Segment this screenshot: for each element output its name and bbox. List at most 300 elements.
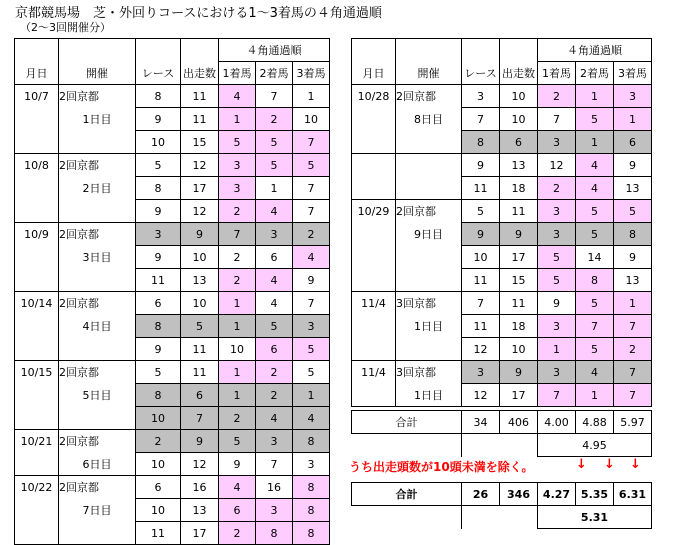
- meeting-cell: [59, 407, 136, 430]
- totals-all-races: 34: [462, 411, 500, 434]
- down-arrow-icon: ↓: [630, 457, 641, 472]
- race-cell: 3: [462, 85, 500, 108]
- runners-cell: 10: [181, 292, 219, 315]
- second-place-corner: 5: [576, 200, 614, 223]
- runners-cell: 12: [181, 154, 219, 177]
- day-cell: 8日目: [396, 108, 462, 131]
- runners-cell: 17: [181, 177, 219, 200]
- date-cell: [15, 108, 59, 131]
- first-place-corner: 2: [219, 407, 256, 430]
- third-place-corner: 7: [293, 200, 330, 223]
- third-place-corner: 4: [293, 407, 330, 430]
- race-cell: 10: [462, 246, 500, 269]
- third-place-corner: 3: [614, 85, 652, 108]
- date-cell: [352, 108, 396, 131]
- first-place-corner: 3: [219, 154, 256, 177]
- race-cell: 9: [462, 223, 500, 246]
- table-row: [15, 430, 330, 453]
- race-cell: 12: [462, 384, 500, 407]
- meeting-cell: [59, 522, 136, 545]
- runners-cell: 11: [500, 292, 538, 315]
- first-place-corner: 1: [538, 338, 576, 361]
- table-row: [15, 223, 330, 246]
- second-place-corner: 5: [256, 154, 293, 177]
- meeting-cell: 2回京都: [59, 223, 136, 246]
- table-row: [15, 292, 330, 315]
- second-place-corner: 8: [256, 522, 293, 545]
- header-blank: [136, 39, 181, 62]
- third-place-corner: 13: [614, 177, 652, 200]
- runners-cell: 12: [181, 453, 219, 476]
- runners-cell: 10: [500, 85, 538, 108]
- table-row: [15, 522, 330, 545]
- header-corner-order: ４角通過順: [219, 39, 330, 62]
- first-place-corner: 3: [538, 131, 576, 154]
- down-arrow-icon: ↓: [576, 457, 587, 472]
- totals-all-label: 合計: [352, 411, 462, 434]
- runners-cell: 10: [500, 108, 538, 131]
- second-place-corner: 8: [576, 269, 614, 292]
- runners-cell: 15: [500, 269, 538, 292]
- runners-cell: 9: [181, 430, 219, 453]
- second-place-corner: 5: [256, 315, 293, 338]
- header-third: 3着馬: [293, 62, 330, 85]
- race-cell: 9: [136, 338, 181, 361]
- runners-cell: 18: [500, 315, 538, 338]
- date-cell: 10/21: [15, 430, 59, 453]
- second-place-corner: 5: [576, 338, 614, 361]
- race-cell: 7: [462, 108, 500, 131]
- totals-excl-first: 4.27: [538, 483, 576, 506]
- second-place-corner: 6: [256, 338, 293, 361]
- date-cell: 10/14: [15, 292, 59, 315]
- day-cell: [396, 177, 462, 200]
- first-place-corner: 3: [219, 177, 256, 200]
- race-cell: 3: [462, 361, 500, 384]
- table-row: [352, 177, 652, 200]
- table-row: [352, 338, 652, 361]
- header-runners: 出走数: [500, 62, 538, 85]
- table-row: [15, 269, 330, 292]
- header-blank: [15, 39, 59, 62]
- second-place-corner: 4: [576, 154, 614, 177]
- table-row: [15, 154, 330, 177]
- day-cell: 3日目: [59, 246, 136, 269]
- race-cell: 11: [136, 269, 181, 292]
- meeting-cell: 2回京都: [396, 200, 462, 223]
- runners-cell: 11: [181, 85, 219, 108]
- first-place-corner: 2: [219, 269, 256, 292]
- second-place-corner: 4: [576, 361, 614, 384]
- date-cell: [15, 522, 59, 545]
- runners-cell: 12: [181, 200, 219, 223]
- first-place-corner: 5: [538, 269, 576, 292]
- header-blank: [396, 39, 462, 62]
- totals-all-first: 4.00: [538, 411, 576, 434]
- third-place-corner: 8: [293, 430, 330, 453]
- second-place-corner: 5: [256, 131, 293, 154]
- runners-cell: 9: [500, 223, 538, 246]
- race-cell: 11: [462, 269, 500, 292]
- race-cell: 11: [462, 177, 500, 200]
- header-runners: 出走数: [181, 62, 219, 85]
- date-cell: [352, 315, 396, 338]
- meeting-cell: [59, 131, 136, 154]
- table-row: [15, 108, 330, 131]
- first-place-corner: 3: [538, 223, 576, 246]
- third-place-corner: 8: [614, 223, 652, 246]
- first-place-corner: 2: [219, 246, 256, 269]
- runners-cell: 11: [181, 108, 219, 131]
- date-cell: [15, 200, 59, 223]
- second-place-corner: 2: [256, 108, 293, 131]
- race-cell: 8: [136, 85, 181, 108]
- day-cell: 1日目: [396, 384, 462, 407]
- header-blank: [352, 39, 396, 62]
- exclusion-note: うち出走頭数が10頭未満を除く。: [349, 460, 534, 474]
- table-row: [15, 246, 330, 269]
- date-cell: [15, 269, 59, 292]
- runners-cell: 10: [500, 338, 538, 361]
- table-row: [15, 338, 330, 361]
- meeting-cell: [59, 200, 136, 223]
- second-place-corner: 14: [576, 246, 614, 269]
- third-place-corner: 7: [293, 177, 330, 200]
- race-cell: 8: [136, 177, 181, 200]
- second-place-corner: 3: [256, 223, 293, 246]
- date-cell: [15, 384, 59, 407]
- race-cell: 11: [462, 315, 500, 338]
- runners-cell: 13: [181, 269, 219, 292]
- date-cell: [352, 246, 396, 269]
- first-place-corner: 3: [538, 200, 576, 223]
- race-cell: 10: [136, 131, 181, 154]
- runners-cell: 17: [500, 384, 538, 407]
- table-row: [15, 131, 330, 154]
- runners-cell: 17: [181, 522, 219, 545]
- first-place-corner: 2: [538, 177, 576, 200]
- second-place-corner: 3: [256, 430, 293, 453]
- meeting-cell: [396, 246, 462, 269]
- totals-all-second: 4.88: [576, 411, 614, 434]
- header-date: 月日: [15, 62, 59, 85]
- third-place-corner: 8: [293, 499, 330, 522]
- first-place-corner: 1: [219, 361, 256, 384]
- table-row: [352, 131, 652, 154]
- meeting-cell: 2回京都: [59, 361, 136, 384]
- third-place-corner: 6: [614, 131, 652, 154]
- date-cell: [15, 407, 59, 430]
- meeting-cell: 3回京都: [396, 361, 462, 384]
- first-place-corner: 1: [219, 292, 256, 315]
- third-place-corner: 1: [614, 292, 652, 315]
- race-cell: 12: [462, 338, 500, 361]
- meeting-cell: 2回京都: [59, 430, 136, 453]
- table-row: [15, 200, 330, 223]
- first-place-corner: 10: [219, 338, 256, 361]
- table-row: [352, 200, 652, 223]
- header-race: レース: [136, 62, 181, 85]
- date-cell: 10/28: [352, 85, 396, 108]
- table-row: [15, 407, 330, 430]
- header-second: 2着馬: [256, 62, 293, 85]
- date-cell: 10/9: [15, 223, 59, 246]
- totals-excl-races: 26: [462, 483, 500, 506]
- date-cell: 10/15: [15, 361, 59, 384]
- meeting-cell: [59, 269, 136, 292]
- table-row: [15, 453, 330, 476]
- first-place-corner: 3: [538, 361, 576, 384]
- runners-cell: 17: [500, 246, 538, 269]
- header-blank: [59, 39, 136, 62]
- runners-cell: 11: [500, 200, 538, 223]
- meeting-cell: [396, 338, 462, 361]
- third-place-corner: 5: [293, 338, 330, 361]
- runners-cell: 13: [500, 154, 538, 177]
- race-cell: 6: [136, 292, 181, 315]
- meeting-cell: 2回京都: [59, 476, 136, 499]
- first-place-corner: 4: [219, 476, 256, 499]
- runners-cell: 10: [181, 246, 219, 269]
- table-row: [15, 384, 330, 407]
- third-place-corner: 4: [293, 246, 330, 269]
- runners-cell: 9: [181, 223, 219, 246]
- third-place-corner: 10: [293, 108, 330, 131]
- race-cell: 7: [462, 292, 500, 315]
- first-place-corner: 7: [219, 223, 256, 246]
- header-blank: [181, 39, 219, 62]
- date-cell: [352, 131, 396, 154]
- third-place-corner: 7: [614, 315, 652, 338]
- table-row: [15, 177, 330, 200]
- third-place-corner: 8: [293, 522, 330, 545]
- third-place-corner: 1: [293, 384, 330, 407]
- day-cell: 1日目: [59, 108, 136, 131]
- race-cell: 9: [136, 200, 181, 223]
- second-place-corner: 7: [256, 85, 293, 108]
- runners-cell: 15: [181, 131, 219, 154]
- runners-cell: 11: [181, 361, 219, 384]
- third-place-corner: 7: [614, 361, 652, 384]
- table-row: [15, 361, 330, 384]
- second-place-corner: 4: [576, 177, 614, 200]
- second-place-corner: 4: [256, 292, 293, 315]
- header-third: 3着馬: [614, 62, 652, 85]
- race-cell: 3: [136, 223, 181, 246]
- second-place-corner: 1: [576, 384, 614, 407]
- third-place-corner: 8: [293, 476, 330, 499]
- date-cell: 10/8: [15, 154, 59, 177]
- totals-all-runners: 406: [500, 411, 538, 434]
- totals-excl-second: 5.35: [576, 483, 614, 506]
- runners-cell: 9: [500, 361, 538, 384]
- third-place-corner: 13: [614, 269, 652, 292]
- third-place-corner: 7: [293, 131, 330, 154]
- race-cell: 2: [136, 430, 181, 453]
- header-first: 1着馬: [538, 62, 576, 85]
- second-place-corner: 16: [256, 476, 293, 499]
- table-row: [352, 246, 652, 269]
- first-place-corner: 4: [219, 85, 256, 108]
- meeting-cell: [396, 154, 462, 177]
- day-cell: 4日目: [59, 315, 136, 338]
- day-cell: 9日目: [396, 223, 462, 246]
- header-blank: [500, 39, 538, 62]
- second-place-corner: 5: [576, 108, 614, 131]
- second-place-corner: 7: [256, 453, 293, 476]
- runners-cell: 13: [181, 499, 219, 522]
- table-row: [352, 85, 652, 108]
- second-place-corner: 4: [256, 269, 293, 292]
- date-cell: [352, 223, 396, 246]
- runners-cell: 6: [181, 384, 219, 407]
- third-place-corner: 9: [614, 154, 652, 177]
- race-cell: 10: [136, 499, 181, 522]
- second-place-corner: 6: [256, 246, 293, 269]
- date-cell: 10/7: [15, 85, 59, 108]
- page-title: 京都競馬場 芝・外回りコースにおける1～3着馬の４角通過順: [15, 6, 382, 21]
- table-row: [352, 315, 652, 338]
- date-cell: [352, 154, 396, 177]
- third-place-corner: 7: [614, 384, 652, 407]
- table-row: [15, 85, 330, 108]
- table-row: [352, 384, 652, 407]
- date-cell: [352, 384, 396, 407]
- date-cell: 11/4: [352, 292, 396, 315]
- header-date: 月日: [352, 62, 396, 85]
- runners-cell: 7: [181, 407, 219, 430]
- third-place-corner: 9: [293, 269, 330, 292]
- date-cell: [15, 499, 59, 522]
- totals-excl-label: 合計: [352, 483, 462, 506]
- table-row: [352, 154, 652, 177]
- second-place-corner: 4: [256, 200, 293, 223]
- date-cell: [15, 131, 59, 154]
- third-place-corner: 3: [293, 453, 330, 476]
- date-cell: 11/4: [352, 361, 396, 384]
- race-cell: 5: [136, 361, 181, 384]
- day-cell: 6日目: [59, 453, 136, 476]
- right-results-table: [351, 38, 652, 407]
- date-cell: [15, 338, 59, 361]
- runners-cell: 18: [500, 177, 538, 200]
- second-place-corner: 3: [256, 499, 293, 522]
- third-place-corner: 5: [293, 361, 330, 384]
- table-row: [352, 361, 652, 384]
- date-cell: 10/22: [15, 476, 59, 499]
- second-place-corner: 5: [576, 223, 614, 246]
- down-arrow-icon: ↓: [604, 457, 615, 472]
- date-cell: [352, 269, 396, 292]
- meeting-cell: 3回京都: [396, 292, 462, 315]
- second-place-corner: 1: [256, 177, 293, 200]
- date-cell: [15, 177, 59, 200]
- third-place-corner: 1: [614, 108, 652, 131]
- date-cell: [15, 315, 59, 338]
- race-cell: 8: [136, 384, 181, 407]
- first-place-corner: 5: [219, 131, 256, 154]
- first-place-corner: 9: [219, 453, 256, 476]
- header-second: 2着馬: [576, 62, 614, 85]
- header-meeting: 開催: [59, 62, 136, 85]
- third-place-corner: 9: [614, 246, 652, 269]
- day-cell: 1日目: [396, 315, 462, 338]
- runners-cell: 5: [181, 315, 219, 338]
- first-place-corner: 6: [219, 499, 256, 522]
- date-cell: [15, 246, 59, 269]
- first-place-corner: 7: [538, 384, 576, 407]
- day-cell: 2日目: [59, 177, 136, 200]
- day-cell: 7日目: [59, 499, 136, 522]
- header-blank: [462, 39, 500, 62]
- totals-all-table: [351, 410, 652, 457]
- table-row: [352, 269, 652, 292]
- first-place-corner: 9: [538, 292, 576, 315]
- header-corner-order: ４角通過順: [538, 39, 652, 62]
- race-cell: 8: [462, 131, 500, 154]
- runners-cell: 16: [181, 476, 219, 499]
- totals-excl-table: [351, 482, 652, 529]
- third-place-corner: 5: [293, 154, 330, 177]
- date-cell: [352, 177, 396, 200]
- runners-cell: 6: [500, 131, 538, 154]
- header-race: レース: [462, 62, 500, 85]
- second-place-corner: 7: [576, 315, 614, 338]
- table-row: [352, 292, 652, 315]
- runners-cell: 11: [181, 338, 219, 361]
- first-place-corner: 3: [538, 315, 576, 338]
- meeting-cell: 2回京都: [59, 292, 136, 315]
- race-cell: 10: [136, 407, 181, 430]
- race-cell: 9: [462, 154, 500, 177]
- second-place-corner: 2: [256, 384, 293, 407]
- meeting-cell: [396, 269, 462, 292]
- second-place-corner: 1: [576, 85, 614, 108]
- race-cell: 9: [136, 246, 181, 269]
- third-place-corner: 3: [293, 315, 330, 338]
- race-cell: 5: [462, 200, 500, 223]
- race-cell: 8: [136, 315, 181, 338]
- totals-all-third: 5.97: [614, 411, 652, 434]
- second-place-corner: 2: [256, 361, 293, 384]
- third-place-corner: 7: [293, 292, 330, 315]
- totals-excl-average: 5.31: [538, 506, 652, 529]
- table-row: [352, 108, 652, 131]
- first-place-corner: 1: [219, 108, 256, 131]
- first-place-corner: 12: [538, 154, 576, 177]
- date-cell: 10/29: [352, 200, 396, 223]
- date-cell: [15, 453, 59, 476]
- totals-excl-third: 6.31: [614, 483, 652, 506]
- meeting-cell: 2回京都: [59, 85, 136, 108]
- third-place-corner: 2: [614, 338, 652, 361]
- first-place-corner: 1: [219, 384, 256, 407]
- table-row: [15, 315, 330, 338]
- race-cell: 10: [136, 453, 181, 476]
- second-place-corner: 5: [576, 292, 614, 315]
- meeting-cell: 2回京都: [396, 85, 462, 108]
- third-place-corner: 2: [293, 223, 330, 246]
- first-place-corner: 1: [219, 315, 256, 338]
- race-cell: 6: [136, 476, 181, 499]
- second-place-corner: 4: [256, 407, 293, 430]
- first-place-corner: 5: [538, 246, 576, 269]
- date-cell: [352, 338, 396, 361]
- table-row: [352, 223, 652, 246]
- totals-all-average: 4.95: [538, 434, 652, 457]
- race-cell: 5: [136, 154, 181, 177]
- meeting-cell: [59, 338, 136, 361]
